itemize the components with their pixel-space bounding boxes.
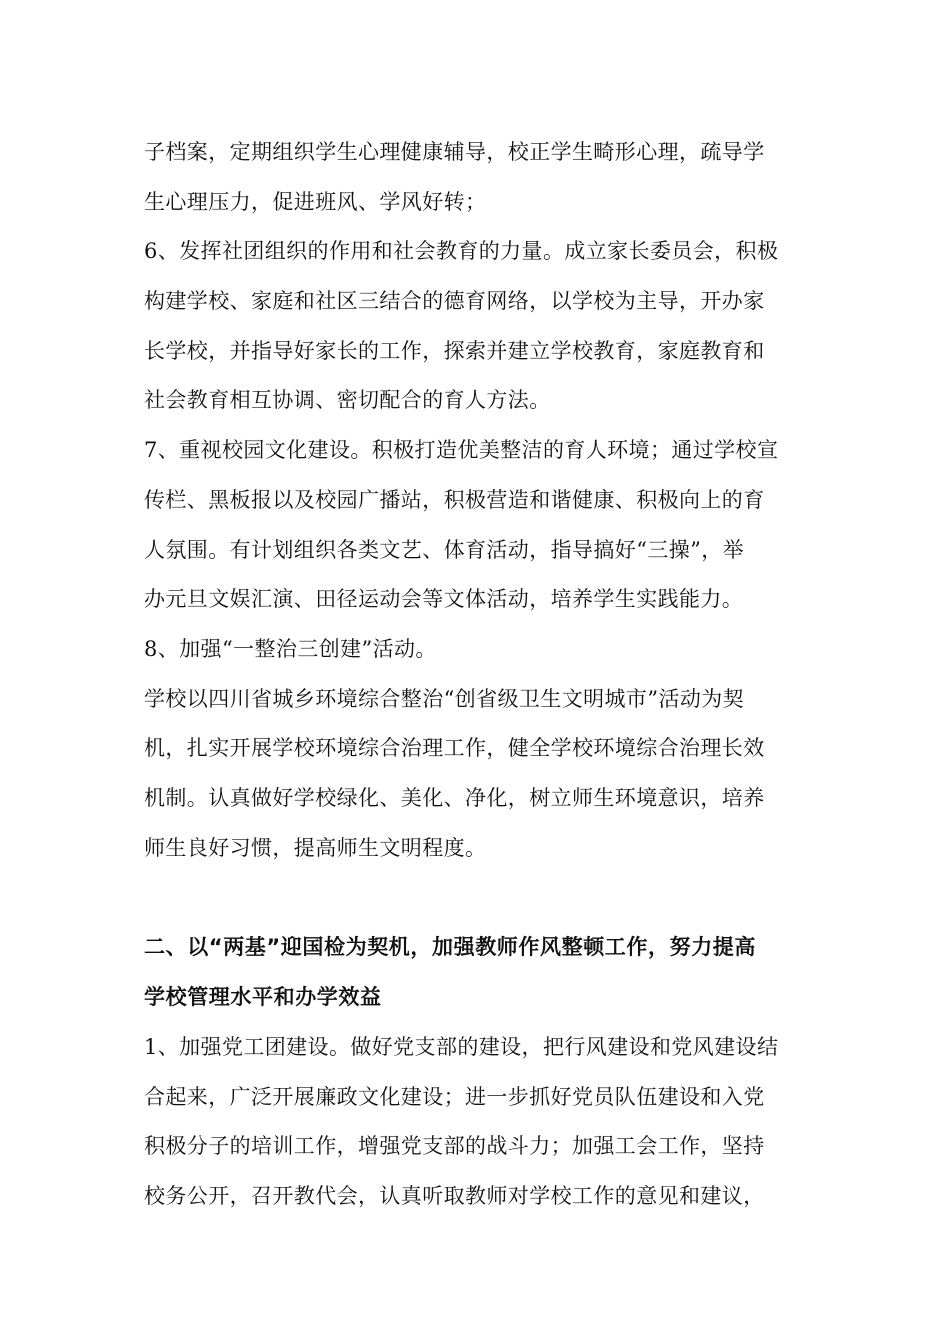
body-line: 机制。认真做好学校绿化、美化、净化，树立师生环境意识，培养 xyxy=(144,786,765,810)
body-line: 子档案，定期组织学生心理健康辅导，校正学生畸形心理，疏导学 xyxy=(144,140,765,164)
body-line: 师生良好习惯，提高师生文明程度。 xyxy=(144,836,487,860)
body-line: 构建学校、家庭和社区三结合的德育网络，以学校为主导，开办家 xyxy=(144,289,765,313)
body-line: 1、加强党工团建设。做好党支部的建设，把行风建设和党风建设结 xyxy=(144,1035,779,1059)
section-heading: 学校管理水平和办学效益 xyxy=(144,985,382,1009)
body-line: 机，扎实开展学校环境综合治理工作，健全学校环境综合治理长效 xyxy=(144,736,765,760)
body-line: 7、重视校园文化建设。积极打造优美整洁的育人环境；通过学校宣 xyxy=(144,438,779,462)
body-line: 生心理压力，促进班风、学风好转； xyxy=(144,190,487,214)
body-line: 社会教育相互协调、密切配合的育人方法。 xyxy=(144,388,551,412)
body-line: 6、发挥社团组织的作用和社会教育的力量。成立家长委员会，积极 xyxy=(144,239,779,263)
body-line: 办元旦文娱汇演、田径运动会等文体活动，培养学生实践能力。 xyxy=(144,587,744,611)
section-heading: 二、以“两基”迎国检为契机，加强教师作风整顿工作，努力提高 xyxy=(144,935,757,959)
body-line: 传栏、黑板报以及校园广播站，积极营造和谐健康、积极向上的育 xyxy=(144,488,765,512)
body-line: 人氛围。有计划组织各类文艺、体育活动，指导搞好“三操”，举 xyxy=(144,538,745,562)
body-line: 合起来，广泛开展廉政文化建设；进一步抓好党员队伍建设和入党 xyxy=(144,1085,765,1109)
body-line: 积极分子的培训工作，增强党支部的战斗力；加强工会工作，坚持 xyxy=(144,1134,765,1158)
body-line: 8、加强“一整治三创建”活动。 xyxy=(144,637,437,661)
body-line: 长学校，并指导好家长的工作，探索并建立学校教育，家庭教育和 xyxy=(144,339,765,363)
body-line: 校务公开，召开教代会，认真听取教师对学校工作的意见和建议， xyxy=(144,1184,765,1208)
body-line: 学校以四川省城乡环境综合整治“创省级卫生文明城市”活动为契 xyxy=(144,687,745,711)
